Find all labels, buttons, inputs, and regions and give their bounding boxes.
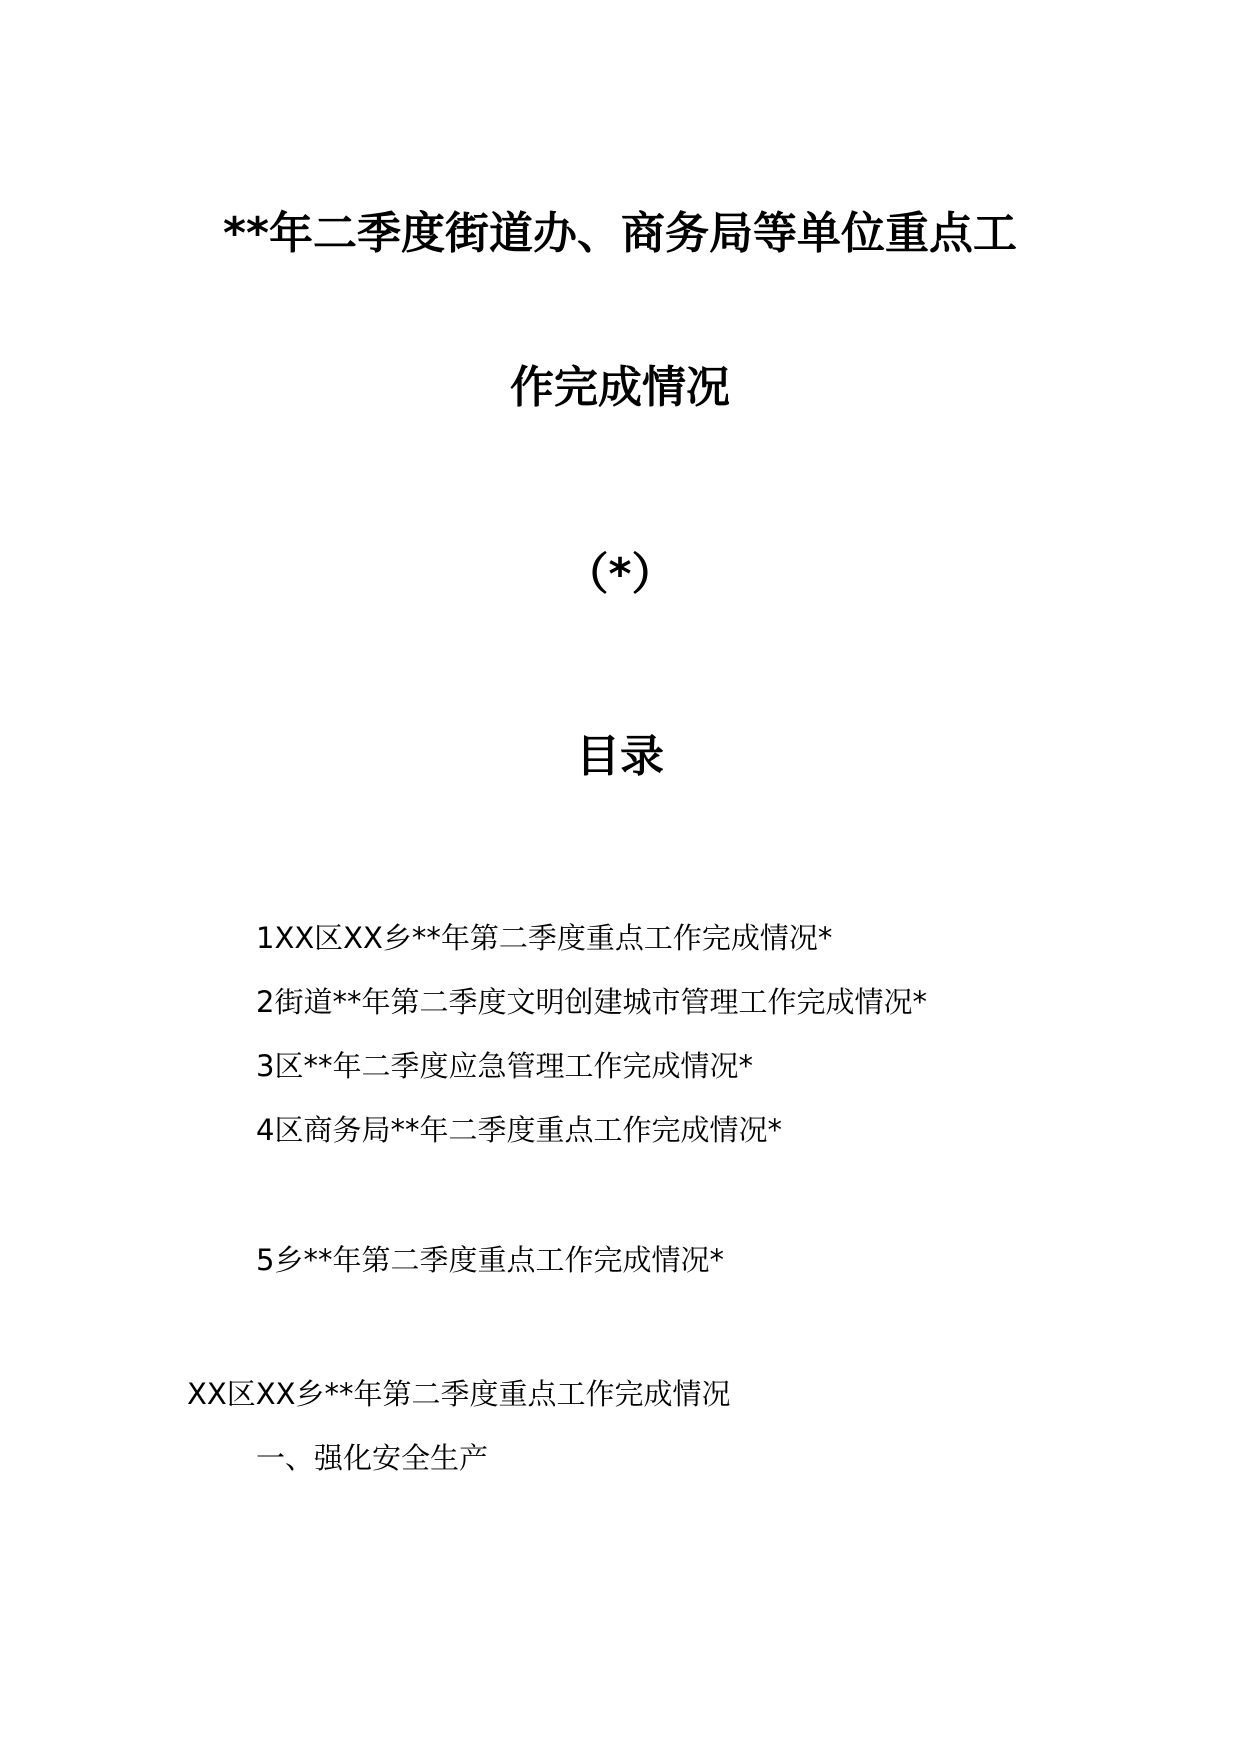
document-title-line-1: **年二季度街道办、商务局等单位重点工: [222, 208, 1018, 259]
document-subtitle: （*）: [564, 549, 676, 600]
section-title: XX区XX乡**年第二季度重点工作完成情况: [187, 1377, 731, 1411]
toc-item: 3区**年二季度应急管理工作完成情况*: [256, 1049, 753, 1083]
toc-item: 4区商务局**年二季度重点工作完成情况*: [256, 1113, 782, 1147]
toc-heading: 目录: [576, 731, 664, 782]
toc-item: 5乡**年第二季度重点工作完成情况*: [256, 1243, 724, 1277]
section-heading: 一、强化安全生产: [256, 1441, 489, 1475]
toc-item: 2街道**年第二季度文明创建城市管理工作完成情况*: [256, 985, 927, 1019]
document-title-line-2: 作完成情况: [510, 362, 730, 413]
toc-item: 1XX区XX乡**年第二季度重点工作完成情况*: [256, 921, 833, 955]
